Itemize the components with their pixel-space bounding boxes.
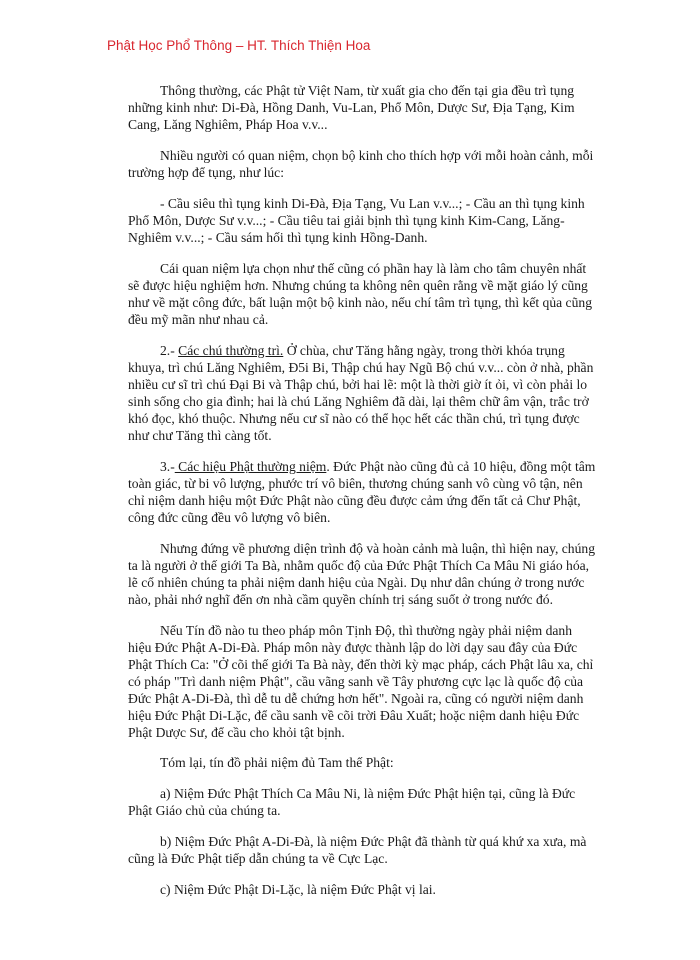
text-line: cũng là Đức Phật tiếp dẫn chúng ta về Cực Lạc.: [128, 851, 388, 866]
text-line: hiệu Đức Phật A-Di-Đà. Pháp môn này được thành lập do lời dạy sau đây của Đức: [128, 640, 578, 655]
section-heading-line: [160, 458, 595, 475]
text-line: như về mặt công đức, bất luận một bộ kinh nào, nếu chí tâm trì tụng, thì kết qủa cũng: [128, 295, 592, 310]
text-line: như chư Tăng thì càng tốt.: [128, 428, 272, 443]
text-line: nào, phải nhớ nghĩ đến ơn nhà cầm quyền chính trị sáng suốt ở trong nước đó.: [128, 592, 553, 607]
text-line: Phổ Môn, Dược Sư v.v...; - Cầu tiêu tai giải bịnh thì tụng kinh Kim-Cang, Lăng-: [128, 213, 565, 228]
text-line: lẽ cố nhiên chúng ta phải niệm danh hiệu của Ngài. Dụ như dân chúng ở trong nước: [128, 575, 585, 590]
text-line: Nghiêm v.v...; - Cầu sám hối thì tụng kinh Hồng-Danh.: [128, 230, 428, 245]
text-line: đều mỹ mãn như nhau cả.: [128, 312, 269, 327]
text-line: sẽ được hiệu nghiệm hơn. Nhưng chúng ta không nên quên rằng về mặt giáo lý cũng: [128, 278, 588, 293]
text-line: Ở chùa, chư Tăng hằng ngày, trong thời khóa trụng: [283, 343, 565, 358]
text-line: nhiều cư sĩ trì chú Đại Bi và Thập chú, bởi hai lẽ: một là thời giờ ít ỏi, vì còn phải lo: [128, 377, 588, 392]
text-line: sinh sống cho gia đình; hai là chú Lăng Nghiêm đã dài, lại thêm chữ âm vận, trắc trở: [128, 394, 589, 409]
text-line: có pháp "Trì danh niệm Phật", cầu vãng sanh về Tây phương cực lạc là quốc độ của: [128, 674, 584, 689]
section-number: 3.-: [160, 459, 175, 474]
text-line: ta là người ở thế giới Ta Bà, nhằm quốc độ của Đức Phật Thích Ca Mâu Ni giáo hóa,: [128, 558, 590, 573]
text-line: Phật Giáo chủ của chúng ta.: [128, 803, 281, 818]
section-heading: Các hiệu Phật thường niệm: [174, 459, 327, 474]
text-line: hiệu Đức Phật Di-Lặc, để cầu sanh về cõi trời Đâu Xuất; hoặc niệm danh hiệu Đức: [128, 708, 580, 723]
section-number: 2.-: [160, 343, 179, 358]
page-header: Phật Học Phổ Thông – HT. Thích Thiện Hoa: [107, 38, 371, 53]
text-line: Đức Phật A-Di-Đà, thì dễ tu dễ chứng hơn hết". Ngoài ra, cũng có người niệm danh: [128, 691, 584, 706]
text-line: b) Niệm Đức Phật A-Di-Đà, là niệm Đức Phật đã thành từ quá khứ xa xưa, mà: [160, 834, 587, 849]
text-line: những kinh như: Di-Đà, Hồng Danh, Vu-Lan, Phổ Môn, Dược Sư, Địa Tạng, Kim: [128, 100, 575, 115]
text-line: . Đức Phật nào cũng đủ cả 10 hiệu, đồng một tâm: [326, 459, 596, 474]
text-line: toàn giác, từ bi vô lượng, phước trí vô biên, thương chúng sanh vô cùng vô tận, nên: [128, 476, 583, 491]
text-line: Phật Dược Sư, để cầu cho khỏi tật bịnh.: [128, 725, 345, 740]
text-line: a) Niệm Đức Phật Thích Ca Mâu Ni, là niệm Đức Phật hiện tại, cũng là Đức: [160, 786, 576, 801]
section-heading-line: [160, 342, 565, 359]
text-line: Thông thường, các Phật tử Việt Nam, từ xuất gia cho đến tại gia đều trì tụng: [160, 83, 575, 98]
text-line: khó đọc, khó thuộc. Nhưng nếu cư sĩ nào có thể học hết các thần chú, trì tụng được: [128, 411, 580, 426]
text-line: - Cầu siêu thì tụng kinh Di-Đà, Địa Tạng, Vu Lan v.v...; - Cầu an thì tụng kinh: [160, 196, 585, 211]
text-line: Nhưng đứng về phương diện trình độ và hoàn cảnh mà luận, thì hiện nay, chúng: [160, 541, 595, 556]
text-line: trường hợp để tụng, như lúc:: [128, 165, 284, 180]
text-line: Tóm lại, tín đồ phải niệm đủ Tam thế Phật:: [160, 755, 394, 770]
text-line: Phật Thích Ca: "Ở cõi thế giới Ta Bà này, đến thời kỳ mạc pháp, cách Phật lâu xa, chỉ: [128, 657, 594, 672]
text-line: Nếu Tín đồ nào tu theo pháp môn Tịnh Độ, thì thường ngày phải niệm danh: [160, 623, 572, 638]
text-line: Nhiều người có quan niệm, chọn bộ kinh cho thích hợp với mỗi hoàn cảnh, mỗi: [160, 148, 594, 163]
section-heading: Các chú thường trì.: [178, 343, 284, 358]
text-line: khuya, trì chú Lăng Nghiêm, Đ5i Bi, Thập chú hay Ngũ Bộ chú v.v... còn ở nhà, phần: [128, 360, 594, 375]
text-line: chỉ niệm danh hiệu một Đức Phật nào cũng đều được cảm ứng đến tất cả Chư Phật,: [128, 493, 581, 508]
text-line: c) Niệm Đức Phật Di-Lặc, là niệm Đức Phật vị lai.: [160, 882, 436, 897]
text-line: Cái quan niệm lựa chọn như thế cũng có phần hay là làm cho tâm chuyên nhất: [160, 261, 587, 276]
text-line: Cang, Lăng Nghiêm, Pháp Hoa v.v...: [128, 117, 328, 132]
text-line: công đức cũng đều vô lượng vô biên.: [128, 510, 331, 525]
